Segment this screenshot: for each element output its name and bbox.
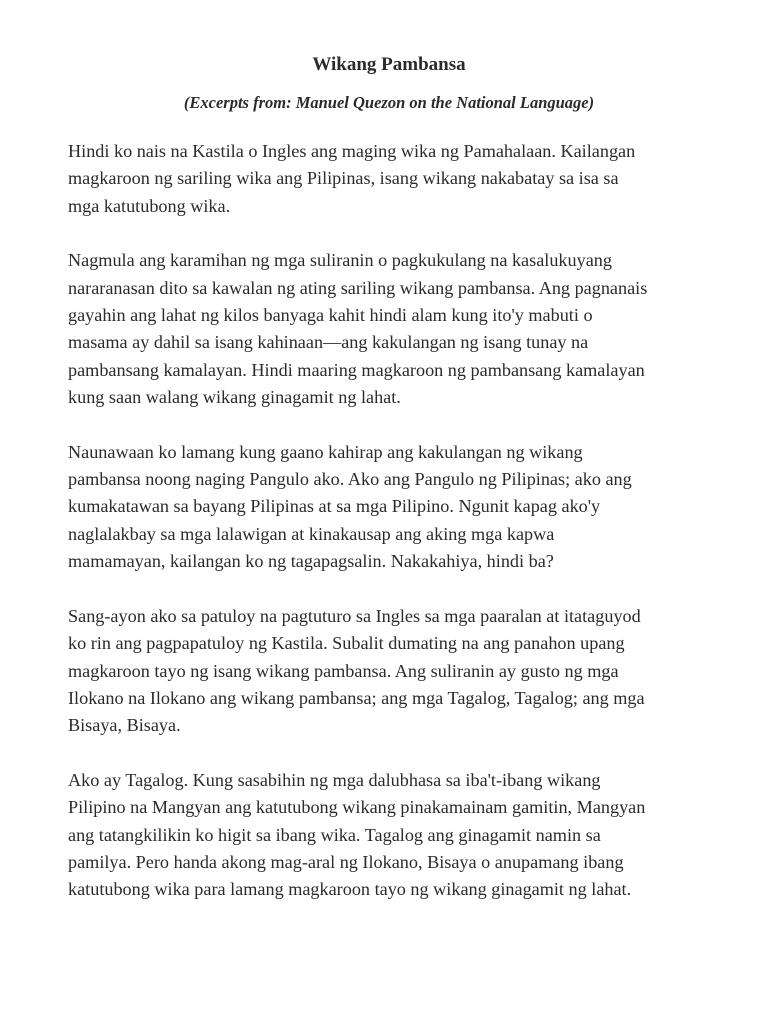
document-subtitle: (Excerpts from: Manuel Quezon on the National Language) (183, 93, 595, 112)
paragraph-2: Nagmula ang karamihan ng mga suliranin o pagkukulang na kasalukuyang nararanasan dito sa kawalan ng ating sariling wikang pambansa. Ang pagnanais gayahin ang lahat ng kilos banyaga kahit hindi alam kung ito'y mabuti o masama ay dahil sa isang kahinaan—ang kakulangan ng isang tunay na pambansang kamalayan. Hindi maaring magkaroon ng pambansang kamalayan kung saan walang wikang ginagamit ng lahat. (68, 250, 648, 408)
paragraph-5: Ako ay Tagalog. Kung sasabihin ng mga dalubhasa sa iba't-ibang wikang Pilipino na Mangyan ang katutubong wikang pinakamainam gamitin, Mangyan ang tatangkilikin ko higit sa ibang wika. Tagalog ang ginagamit namin sa pamilya. Pero handa akong mag-aral ng Ilokano, Bisaya o anupamang ibang katutubong wika para lamang magkaroon tayo ng wikang ginagamit ng lahat. (68, 769, 646, 900)
paragraph-3: Naunawaan ko lamang kung gaano kahirap ang kakulangan ng wikang pambansa noong naging Pangulo ako. Ako ang Pangulo ng Pilipinas; ako ang kumakatawan sa bayang Pilipinas at sa mga Pilipino. Ngunit kapag ako'y naglalakbay sa mga lalawigan at kinakausap ang aking mga kapwa mamamayan, kailangan ko ng tagapagsalin. Nakakahiya, hindi ba? (68, 441, 632, 572)
document-body (68, 138, 710, 904)
document-title: Wikang Pambansa (312, 54, 466, 75)
paragraph-4: Sang-ayon ako sa patuloy na pagtuturo sa Ingles sa mga paaralan at itataguyod ko rin ang pagpapatuloy ng Kastila. Subalit dumating na ang panahon upang magkaroon tayo ng isang wikang pambansa. Ang suliranin ay gusto ng mga Ilokano na Ilokano ang wikang pambansa; ang mga Tagalog, Tagalog; ang mga Bisaya, Bisaya. (68, 605, 645, 736)
paragraph-1: Hindi ko nais na Kastila o Ingles ang maging wika ng Pamahalaan. Kailangan magkaroon ng sariling wika ang Pilipinas, isang wikang nakabatay sa isa sa mga katutubong wika. (68, 141, 636, 216)
